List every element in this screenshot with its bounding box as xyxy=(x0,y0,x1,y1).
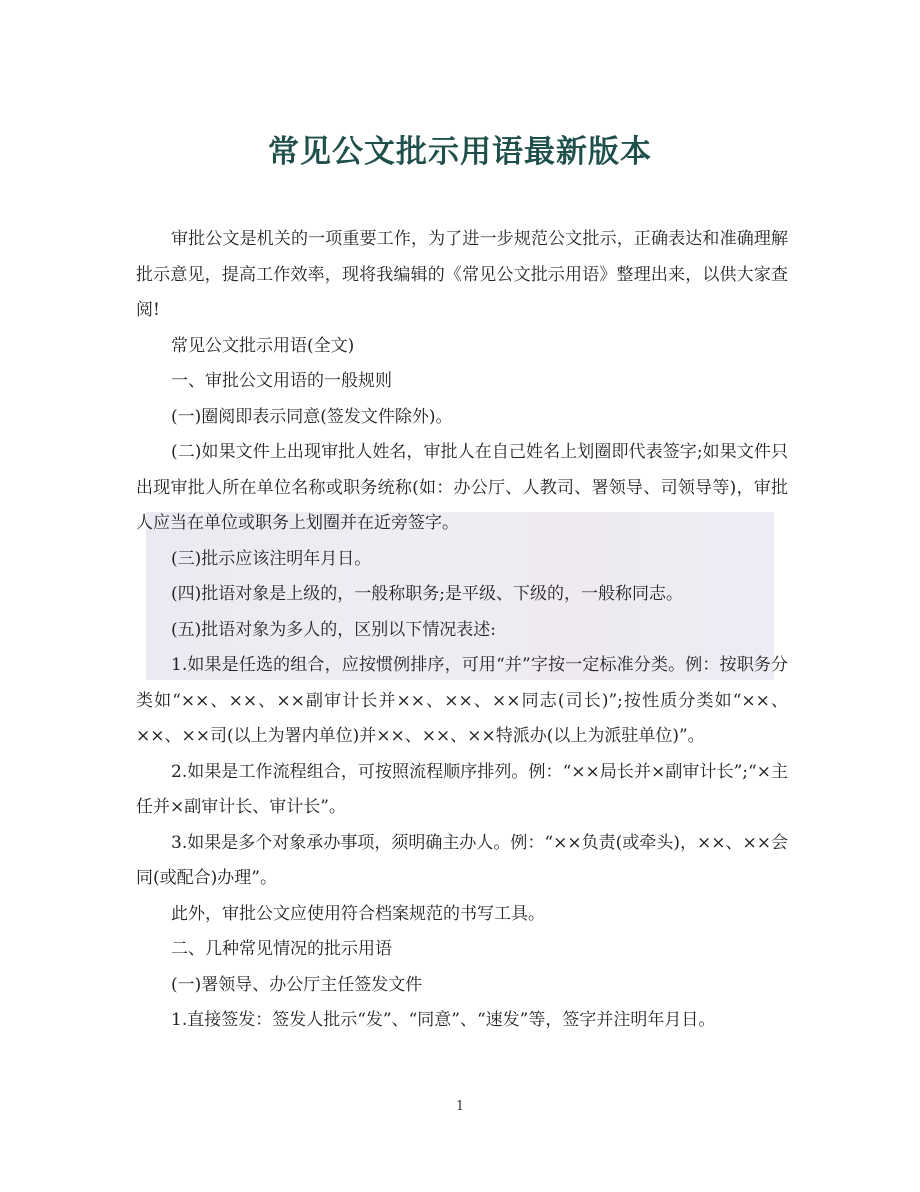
paragraph-rule-2: (二)如果文件上出现审批人姓名，审批人在自己姓名上划圈即代表签字;如果文件只出现审批人所在单位名称或职务统称(如：办公厅、人教司、署领导、司领导等)，审批人应当在单位或职务上划圈并在近旁签字。 xyxy=(136,442,788,533)
section-heading-2: 二、几种常见情况的批示用语 xyxy=(171,939,392,959)
paragraph-note: 此外，审批公文应使用符合档案规范的书写工具。 xyxy=(171,903,545,924)
paragraph-subtitle: 常见公文批示用语(全文) xyxy=(171,335,355,356)
paragraph-intro: 审批公文是机关的一项重要工作，为了进一步规范公文批示，正确表达和准确理解批示意见，提高工作效率，现将我编辑的《常见公文批示用语》整理出来，以供大家查阅! xyxy=(136,229,788,320)
paragraph-rule-1: (一)圈阅即表示同意(签发文件除外)。 xyxy=(171,406,453,427)
page-number: 1 xyxy=(455,1099,465,1114)
document-title: 常见公文批示用语最新版本 xyxy=(268,134,652,170)
section-heading-1: 一、审批公文用语的一般规则 xyxy=(171,371,392,391)
paragraph-item-2: 2.如果是工作流程组合，可按照流程顺序排列。例：“××局长并×副审计长”;“×主任并×副审计长、审计长”。 xyxy=(136,761,788,817)
document-body xyxy=(136,222,788,1039)
paragraph-direct-sign: 1.直接签发：签发人批示“发”、“同意”、“速发”等，签字并注明年月日。 xyxy=(171,1010,716,1030)
paragraph-subsection-1: (一)署领导、办公厅主任签发文件 xyxy=(171,974,423,995)
paragraph-rule-5: (五)批语对象为多人的，区别以下情况表述: xyxy=(171,619,496,640)
paragraph-rule-4: (四)批语对象是上级的，一般称职务;是平级、下级的，一般称同志。 xyxy=(171,584,683,604)
paragraph-rule-3: (三)批示应该注明年月日。 xyxy=(171,548,372,569)
paragraph-item-3: 3.如果是多个对象承办事项，须明确主办人。例：“××负责(或牵头)，××、××会同(或配合)办理”。 xyxy=(136,832,788,888)
paragraph-item-1: 1.如果是任选的组合，应按惯例排序，可用“并”字按一定标准分类。例：按职务分类如“××、××、××副审计长并××、××、××同志(司长)”;按性质分类如“××、××、××司(以上为署内单位)并××、××、××特派办(以上为派驻单位)”。 xyxy=(136,655,788,746)
